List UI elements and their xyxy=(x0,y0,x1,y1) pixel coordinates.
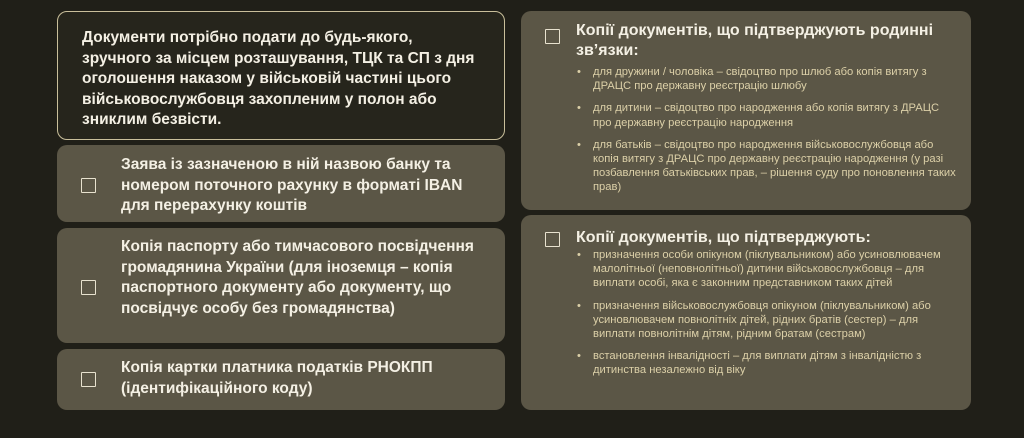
checklist-item-text: Заява із зазначеною в ній назвою банку та номером поточного рахунку в форматі IBAN для перерахунку коштів xyxy=(121,156,463,214)
intro-card xyxy=(57,11,505,140)
intro-text: Документи потрібно подати до будь-якого, зручного за місцем розташування, ТЦК та СП з дня оголошення наказом у військовій частині цього військовослужбовця захопленим у полон або зниклим безвісти. xyxy=(82,29,475,128)
checklist-item-bank-application[interactable] xyxy=(57,145,505,222)
checkbox[interactable] xyxy=(81,178,96,193)
bullet-icon: • xyxy=(577,249,581,261)
bullet-icon: • xyxy=(577,350,581,363)
list-item: • встановлення інвалідності – для виплати дітям з інвалідністю з дитинства незалежно від віку xyxy=(577,350,922,377)
bullet-list xyxy=(577,248,957,386)
bullet-icon: • xyxy=(577,102,581,115)
card-title: Копії документів, що підтверджують: xyxy=(576,229,871,246)
checklist-item-tax-card[interactable] xyxy=(57,349,505,410)
list-item: • для дитини – свідоцтво про народження або копія витягу з ДРАЦС про державну реєстрацію народження xyxy=(577,102,940,129)
checkbox[interactable] xyxy=(81,372,96,387)
checklist-item-text: Копія картки платника податків РНОКПП (ідентифікаційного коду) xyxy=(121,359,433,397)
card-title: Копії документів, що підтверджують родинні зв’язки: xyxy=(576,22,934,59)
bullet-list xyxy=(577,65,957,203)
bullet-icon: • xyxy=(577,66,581,78)
guardianship-documents-card[interactable] xyxy=(521,215,971,410)
checkbox[interactable] xyxy=(81,280,96,295)
checkbox[interactable] xyxy=(545,232,560,247)
checkbox[interactable] xyxy=(545,29,560,44)
checklist-item-text: Копія паспорту або тимчасового посвідчення громадянина України (для іноземця – копія паспортного документу або документу, що посвідчує особу без громадянства) xyxy=(121,238,474,317)
list-item: • для батьків – свідоцтво про народження військовослужбовця або копія витягу з ДРАЦС про державну реєстрацію народження (у разі позбавлення батьківських прав, – рішення суду про поновлення таких прав) xyxy=(577,138,956,194)
bullet-icon: • xyxy=(577,138,581,151)
bullet-icon: • xyxy=(577,299,581,312)
list-item: • для дружини / чоловіка – свідоцтво про шлюб або копія витягу з ДРАЦС про державну реєстрацію шлюбу xyxy=(577,66,927,93)
list-item: • призначення військовослужбовця опікуном (піклувальником) або усиновлювачем повнолітніх дітей, рідних братів (сестер) – для виплати повнолітнім дітям, рідним братам (сестрам) xyxy=(577,299,931,341)
list-item: • призначення особи опікуном (піклувальником) або усиновлювачем малолітньої (неповнолітньої) дитини військовослужбовця – для виплати особі, яка є законним представником таких дітей xyxy=(577,249,941,290)
family-documents-card[interactable] xyxy=(521,11,971,210)
checklist-item-passport-copy[interactable] xyxy=(57,228,505,343)
